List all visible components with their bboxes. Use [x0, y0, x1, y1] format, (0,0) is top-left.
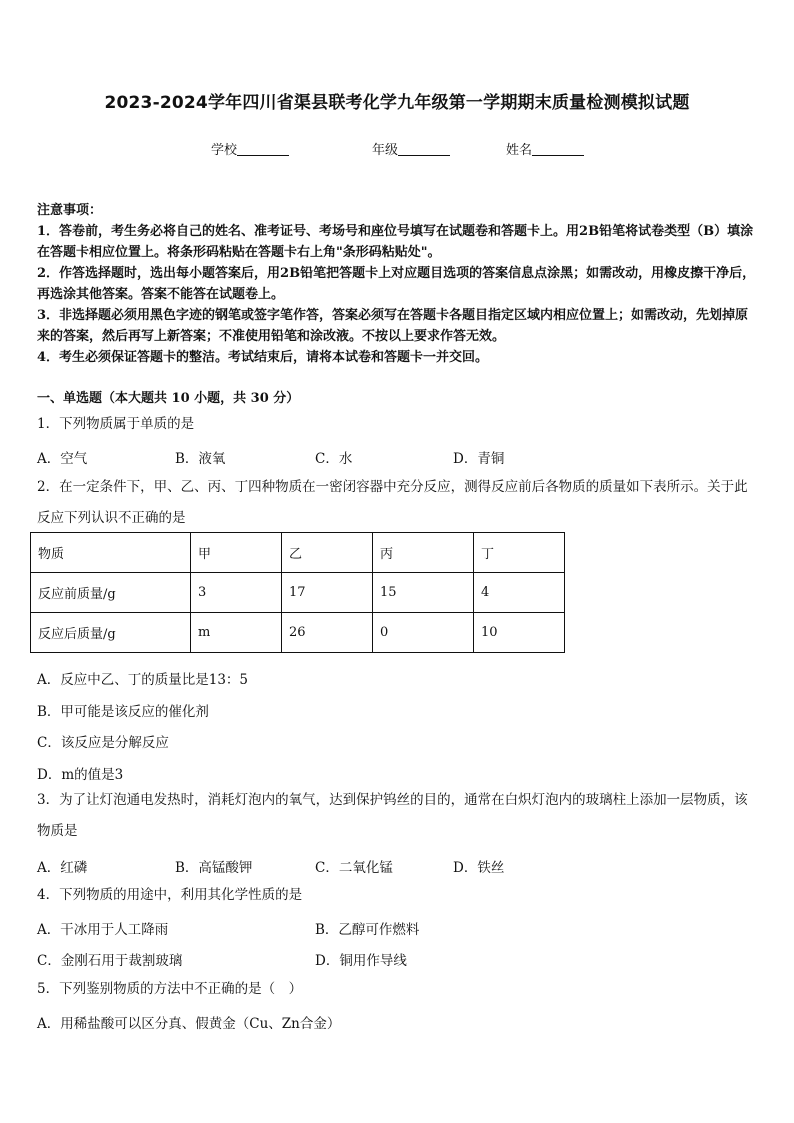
table-cell: 物质 [31, 533, 191, 573]
q3-option-b: B．高锰酸钾 [175, 860, 253, 876]
table-cell: 17 [282, 573, 373, 613]
q1-option-a: A．空气 [37, 451, 88, 467]
table-cell: 反应后质量/g [31, 613, 191, 653]
grade-label: 年级 [372, 143, 399, 158]
table-cell: 4 [474, 573, 565, 613]
notes-heading: 注意事项： [37, 203, 103, 218]
table-cell: 丁 [474, 533, 565, 573]
table-row [31, 613, 565, 653]
question-1-stem: 1．下列物质属于单质的是 [37, 416, 195, 432]
q4-option-a: A．干冰用于人工降雨 [37, 922, 169, 938]
q2-option-d: D．m的值是3 [37, 767, 124, 783]
table-cell: 反应前质量/g [31, 573, 191, 613]
q2-option-c: C．该反应是分解反应 [37, 735, 169, 751]
q3-option-c: C．二氧化锰 [315, 860, 393, 876]
section-heading: 一、单选题（本大题共 10 小题，共 30 分） [37, 391, 300, 406]
q2-option-b: B．甲可能是该反应的催化剂 [37, 704, 209, 720]
table-cell: 15 [373, 573, 474, 613]
grade-blank [398, 143, 450, 156]
q3-option-d: D．铁丝 [453, 860, 505, 876]
table-header-row [31, 533, 565, 573]
q2-option-a: A．反应中乙、丁的质量比是13：5 [37, 672, 249, 688]
q1-option-b: B．液氧 [175, 451, 226, 467]
name-field [506, 139, 584, 158]
q1-option-c: C．水 [315, 451, 353, 467]
notes-block [37, 200, 759, 368]
name-blank [532, 143, 584, 156]
q1-option-d: D．青铜 [453, 451, 505, 467]
question-2-stem: 2．在一定条件下，甲、乙、丙、丁四种物质在一密闭容器中充分反应，测得反应前后各物质的质量如下表所示。关于此反应下列认识不正确的是 [37, 479, 748, 526]
school-field [211, 139, 289, 158]
q5-option-a: A．用稀盐酸可以区分真、假黄金（Cu、Zn合金） [37, 1016, 341, 1032]
table-cell: 0 [373, 613, 474, 653]
mass-table [30, 532, 565, 653]
exam-title: 2023-2024学年四川省渠县联考化学九年级第一学期期末质量检测模拟试题 [104, 93, 690, 113]
table-cell: m [191, 613, 282, 653]
q3-option-a: A．红磷 [37, 860, 88, 876]
note-item: 1．答卷前，考生务必将自己的姓名、准考证号、考场号和座位号填写在试题卷和答题卡上。用2B铅笔将试卷类型（B）填涂在答题卡相应位置上。将条形码粘贴在答题卡右上角"条形码粘贴处"。 [37, 224, 754, 260]
name-label: 姓名 [506, 143, 533, 158]
grade-field [372, 139, 450, 158]
note-item: 3．非选择题必须用黑色字迹的钢笔或签字笔作答，答案必须写在答题卡各题目指定区域内相应位置上；如需改动，先划掉原来的答案，然后再写上新答案；不准使用铅笔和涂改液。不按以上要求作答无效。 [37, 308, 749, 344]
question-5-stem: 5．下列鉴别物质的方法中不正确的是（ ） [37, 981, 303, 997]
table-row [31, 573, 565, 613]
note-item: 2．作答选择题时，选出每小题答案后，用2B铅笔把答题卡上对应题目选项的答案信息点涂黑；如需改动，用橡皮擦干净后，再选涂其他答案。答案不能答在试题卷上。 [37, 266, 756, 302]
table-cell: 3 [191, 573, 282, 613]
question-4-stem: 4．下列物质的用途中，利用其化学性质的是 [37, 887, 303, 903]
table-cell: 26 [282, 613, 373, 653]
q4-option-c: C．金刚石用于裁割玻璃 [37, 953, 183, 969]
note-item: 4．考生必须保证答题卡的整洁。考试结束后，请将本试卷和答题卡一并交回。 [37, 350, 489, 365]
q4-option-d: D．铜用作导线 [315, 953, 407, 969]
table-cell: 乙 [282, 533, 373, 573]
school-label: 学校 [211, 143, 238, 158]
q4-option-b: B．乙醇可作燃料 [315, 922, 420, 938]
school-blank [237, 143, 289, 156]
table-cell: 10 [474, 613, 565, 653]
table-cell: 丙 [373, 533, 474, 573]
question-3-stem: 3．为了让灯泡通电发热时，消耗灯泡内的氧气，达到保护钨丝的目的，通常在白炽灯泡内的玻璃柱上添加一层物质，该物质是 [37, 792, 748, 839]
table-cell: 甲 [191, 533, 282, 573]
